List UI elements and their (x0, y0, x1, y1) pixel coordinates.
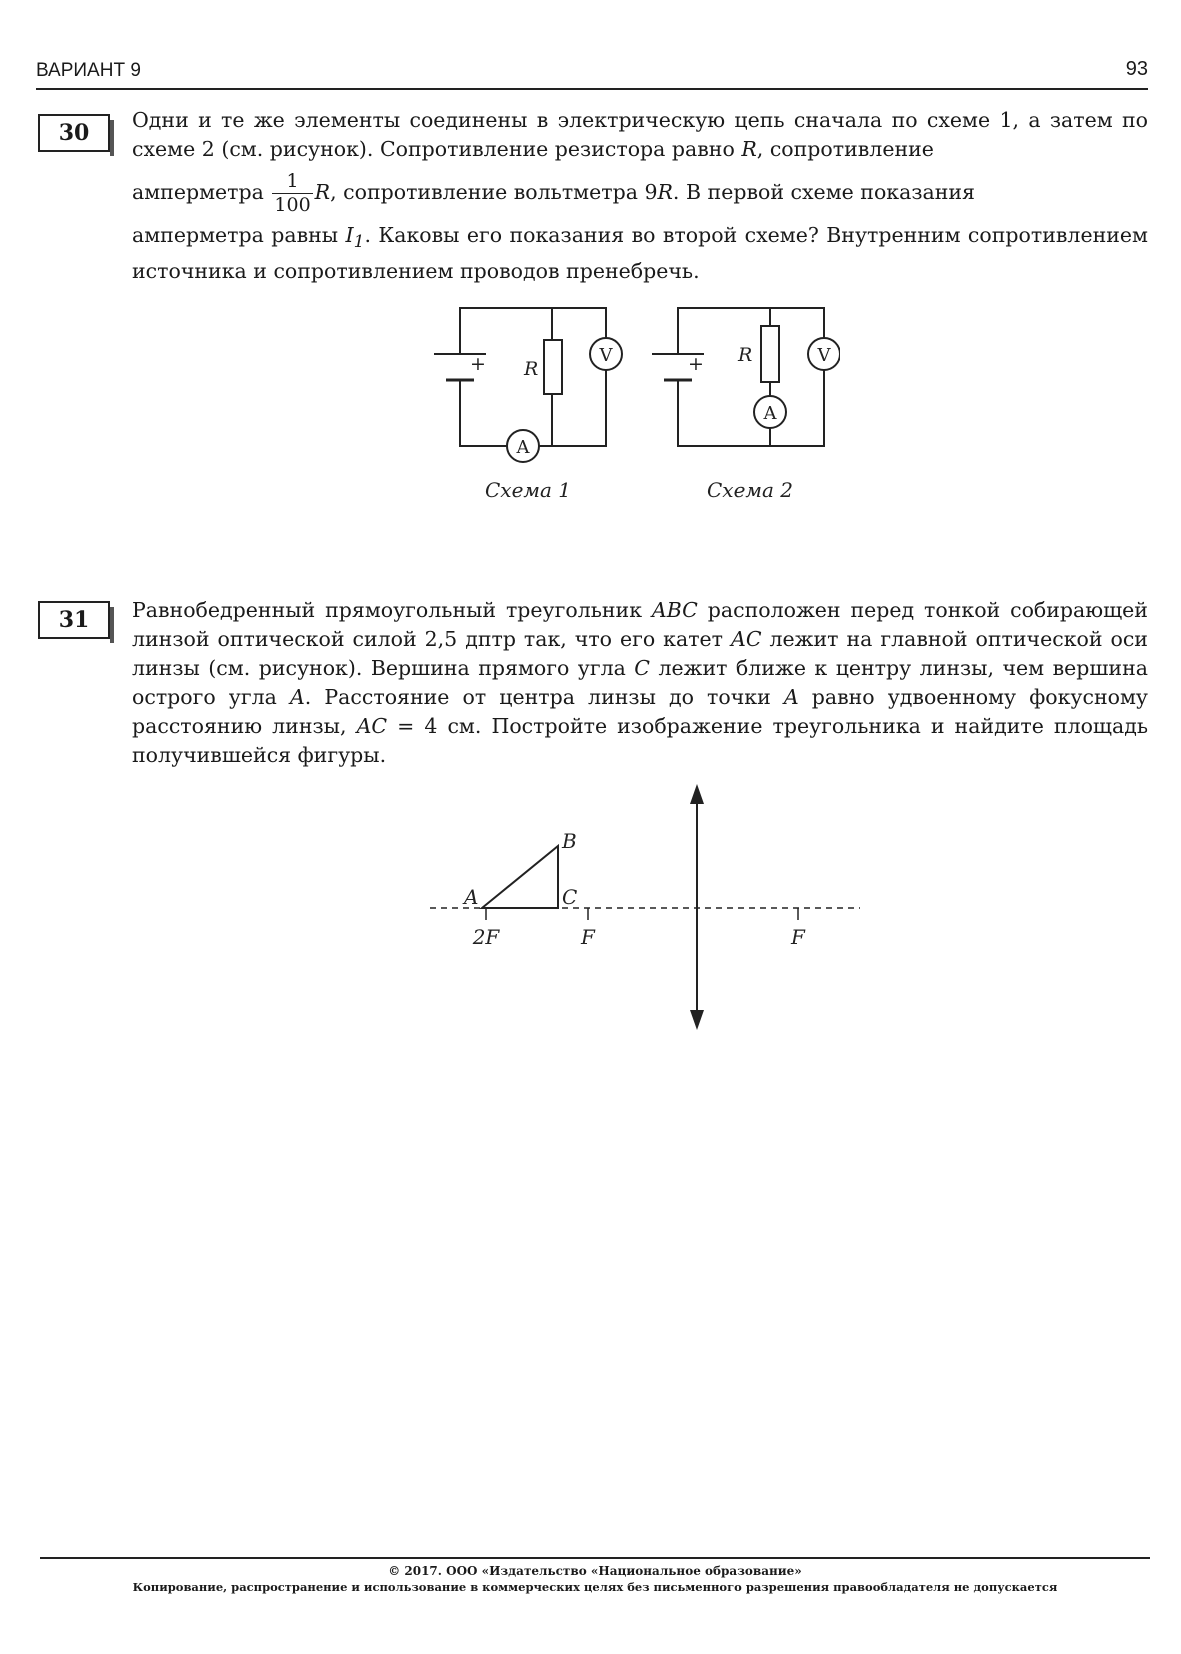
task-31-text-5: . Расстояние от центра линзы до точки (304, 685, 771, 709)
task-30-text-1: Одни и те же элементы соединены в электрическую цепь сначала по схеме 1, а затем по схеме 2 (см. рисунок). Сопротивление резистора равно (132, 108, 1148, 161)
scheme-1-a-label: A (516, 437, 530, 458)
scheme-1-wire-left (460, 380, 510, 446)
var-AC-2: AC (356, 714, 388, 738)
scheme-1-caption: Схема 1 (484, 478, 572, 502)
label-a: A (464, 885, 479, 909)
footer-notice: Копирование, распространение и использование в коммерческих целях без письменного разрешения правообладателя не допускается (132, 1580, 1058, 1594)
scheme-1-r-label: R (524, 358, 539, 380)
var-I1 (345, 223, 365, 253)
task-30-number: 30 (38, 114, 110, 152)
task-31-text-6: равно удвоенному фокусному расстоянию линзы, (132, 685, 1148, 738)
task-30-text (132, 106, 1148, 286)
scheme-2-resistor (761, 326, 779, 382)
scheme-1-resistor (544, 340, 562, 394)
label-c: C (562, 885, 578, 909)
scheme-2-v-label: V (817, 345, 831, 366)
scheme-2-a-label: A (763, 403, 777, 424)
page-footer (40, 1557, 1150, 1594)
page-number: 93 (1125, 58, 1148, 80)
var-A: A (289, 685, 305, 709)
label-f-right: F (791, 925, 805, 949)
var-I-subscript: 1 (353, 232, 365, 253)
scheme-2-r-label: R (738, 344, 753, 366)
page-header (36, 54, 1148, 90)
task-30-text-6: амперметра равны (132, 223, 339, 247)
task-31-text-4: лежит ближе к центру линзы, чем вершина острого угла (132, 656, 1148, 709)
task-31-text-3: лежит на главной оптической оси линзы (см. рисунок). Вершина прямого угла (132, 627, 1148, 680)
task-31-text (132, 596, 1148, 770)
var-ABC: ABC (651, 598, 698, 622)
lens-arrow-bottom (690, 1010, 704, 1030)
label-f-left: F (581, 925, 595, 949)
scheme-1-plus: + (470, 353, 486, 375)
task-30-text-2: , сопротивление (756, 137, 934, 161)
footer-copyright: © 2017. ООО «Издательство «Национальное образование» (388, 1564, 802, 1578)
task-30-text-7: . Каковы его показания во второй схеме? Внутренним сопротивлением источника и сопротивлением проводов пренебречь. (132, 223, 1148, 284)
triangle-abc (482, 846, 558, 908)
task-30-text-3: амперметра (132, 180, 264, 204)
scheme-2-caption: Схема 2 (706, 478, 794, 502)
task-30-text-5: . В первой схеме показания (672, 180, 975, 204)
var-R: R (314, 180, 331, 204)
scheme-2-plus: + (688, 353, 704, 375)
task-31-text-1: Равнобедренный прямоугольный треугольник (132, 598, 643, 622)
fraction-numerator: 1 (272, 172, 312, 194)
label-2f: 2F (472, 925, 500, 949)
var-I: I (345, 223, 354, 247)
var-C: C (634, 656, 650, 680)
var-A-2: A (783, 685, 799, 709)
task-31-text-7: = 4 см. Постройте изображение треугольника и найдите площадь получившейся фигуры. (132, 714, 1148, 767)
fraction-1-100 (272, 172, 312, 215)
scheme-1-v-label: V (599, 345, 613, 366)
task-30-text-4: , сопротивление вольтметра 9 (330, 180, 658, 204)
var-R: R (657, 180, 673, 204)
fraction-denominator: 100 (274, 194, 311, 216)
circuit-figure (420, 300, 840, 510)
task-31-number: 31 (38, 601, 110, 639)
task-31-text-2: расположен перед тонкой собирающей линзой оптической силой 2,5 дптр так, что его катет (132, 598, 1148, 651)
var-AC: AC (731, 627, 762, 651)
lens-figure (420, 780, 860, 1030)
variant-label: ВАРИАНТ 9 (36, 60, 141, 81)
label-b: B (562, 829, 577, 853)
var-R: R (741, 137, 757, 161)
lens-arrow-top (690, 784, 704, 804)
scheme-2-wire-outer (678, 308, 824, 446)
